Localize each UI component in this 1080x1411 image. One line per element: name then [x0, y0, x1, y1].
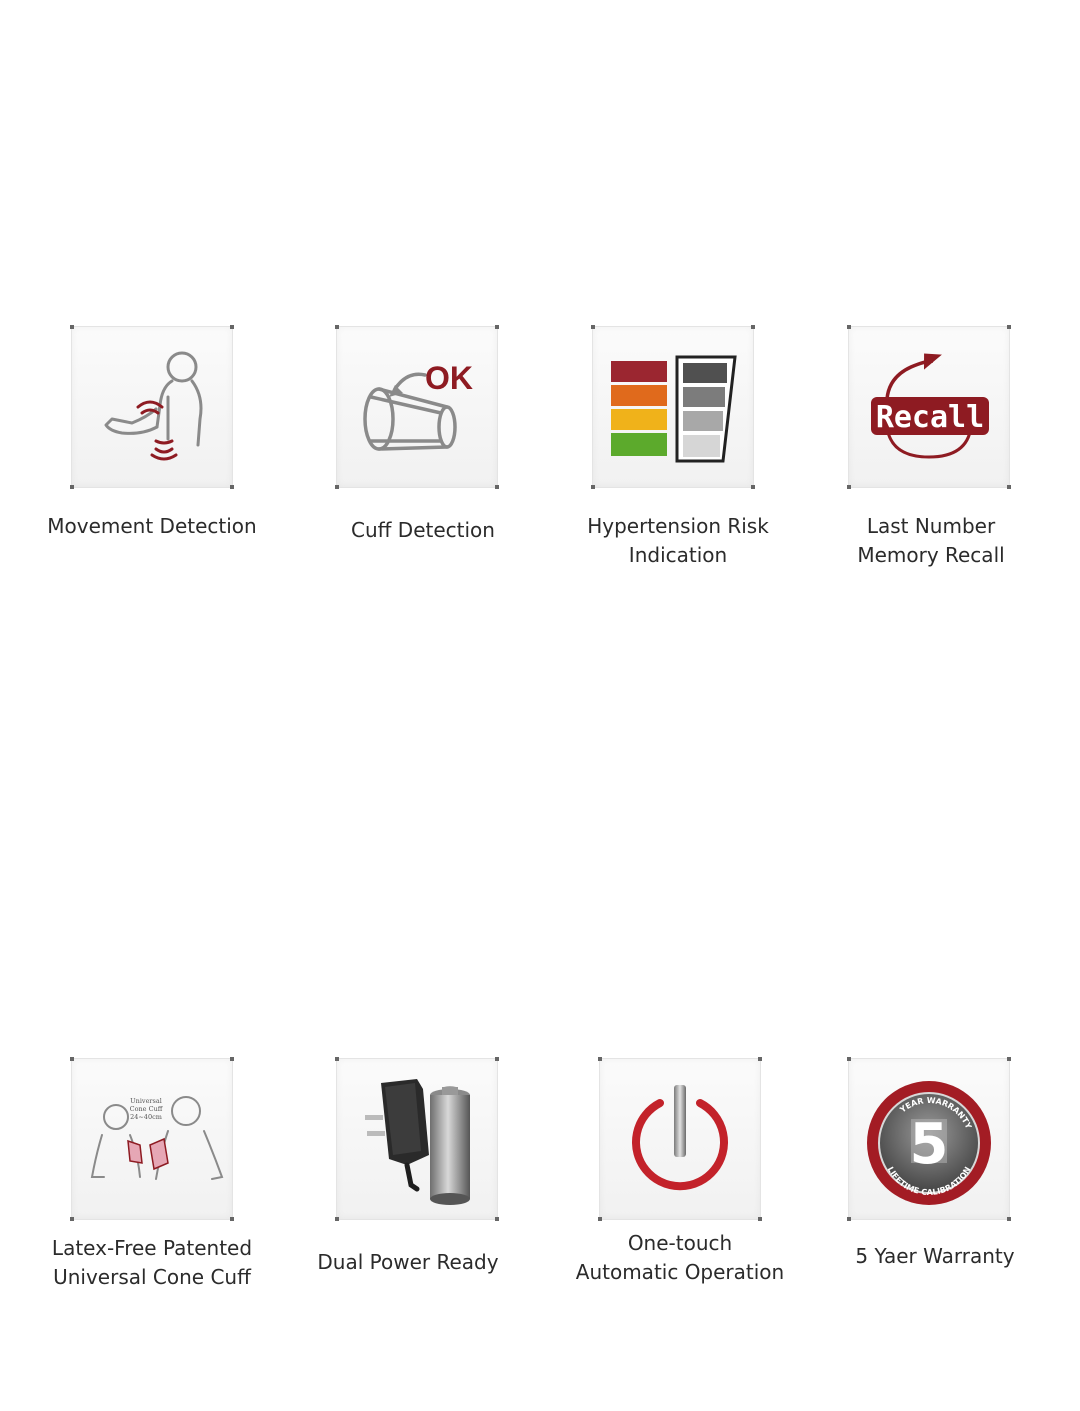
power-button-icon	[600, 1059, 760, 1219]
movement-detection-tile	[71, 326, 233, 488]
cone-cuff-text-line-1: Universal	[130, 1097, 162, 1105]
adapter-battery-icon	[337, 1059, 497, 1219]
cone-cuff-icon	[72, 1059, 232, 1219]
label-one-touch: One-touch Automatic Operation	[575, 1231, 785, 1284]
warranty-number: 5	[909, 1112, 949, 1177]
dual-power-tile	[336, 1058, 498, 1220]
cone-cuff-text-line-2: Cone Cuff	[129, 1105, 163, 1113]
one-touch-tile	[599, 1058, 761, 1220]
warranty-seal-icon	[849, 1059, 1009, 1219]
movement-detection-icon	[72, 327, 232, 487]
cone-cuff-tile	[71, 1058, 233, 1220]
cuff-detection-tile	[336, 326, 498, 488]
label-movement-detection: Movement Detection	[47, 514, 257, 538]
cuff-ok-text: OK	[425, 360, 473, 396]
memory-recall-tile	[848, 326, 1010, 488]
recall-icon	[849, 327, 1009, 487]
label-warranty: 5 Yaer Warranty	[855, 1244, 1015, 1268]
label-memory-recall: Last Number Memory Recall	[857, 514, 1005, 567]
warranty-tile	[848, 1058, 1010, 1220]
label-dual-power: Dual Power Ready	[317, 1250, 499, 1274]
warranty-ring-bottom: LIFETIME CALIBRATION	[885, 1165, 973, 1198]
label-cuff-detection: Cuff Detection	[351, 518, 495, 542]
recall-icon-text: Recall	[875, 400, 985, 435]
hypertension-risk-tile	[592, 326, 754, 488]
risk-indicator-bars-icon	[593, 327, 753, 487]
warranty-ring-top: YEAR WARRANTY	[898, 1095, 974, 1131]
cuff-ok-icon	[337, 327, 497, 487]
label-cone-cuff: Latex-Free Patented Universal Cone Cuff	[51, 1236, 253, 1289]
cone-cuff-text-line-3: 24~40cm	[130, 1113, 162, 1121]
label-hypertension-risk: Hypertension Risk Indication	[587, 514, 769, 567]
